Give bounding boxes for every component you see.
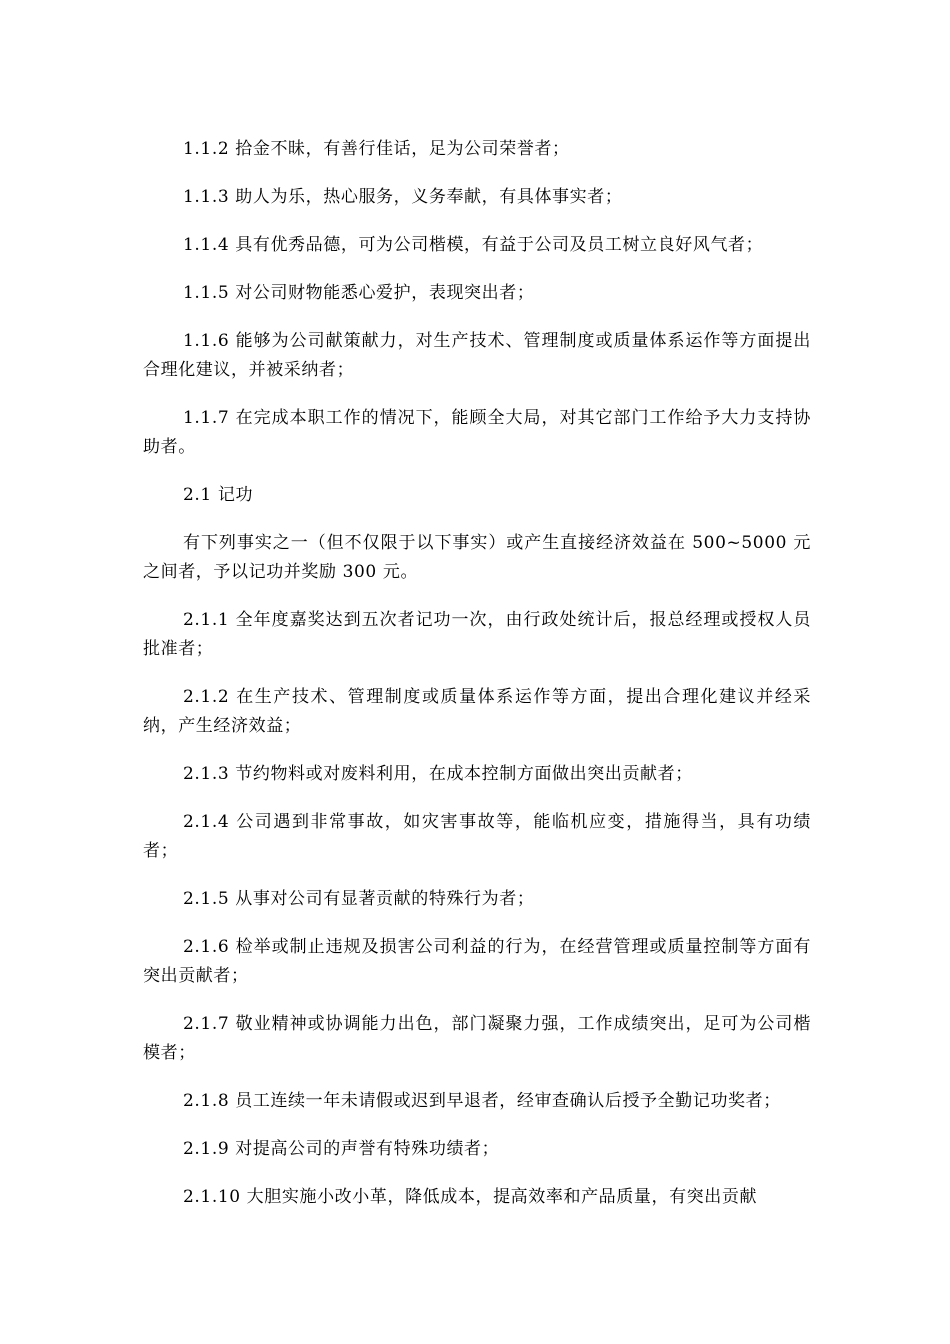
paragraph-2-1-1: 2.1.1 全年度嘉奖达到五次者记功一次，由行政处统计后，报总经理或授权人员批准者；	[143, 610, 811, 659]
paragraph-1-1-4: 1.1.4 具有优秀品德，可为公司楷模，有益于公司及员工树立良好风气者；	[183, 235, 764, 255]
section-heading-2-1: 2.1 记功	[183, 485, 254, 505]
paragraph-1-1-2: 1.1.2 拾金不昧，有善行佳话，足为公司荣誉者；	[183, 139, 570, 159]
paragraph-2-1-intro: 有下列事实之一（但不仅限于以下事实）或产生直接经济效益在 500~5000 元之间者，予以记功并奖励 300 元。	[143, 533, 811, 582]
paragraph-1-1-3: 1.1.3 助人为乐，热心服务，义务奉献，有具体事实者；	[183, 187, 623, 207]
paragraph-2-1-5: 2.1.5 从事对公司有显著贡献的特殊行为者；	[183, 889, 535, 909]
paragraph-1-1-5: 1.1.5 对公司财物能悉心爱护，表现突出者；	[183, 283, 535, 303]
paragraph-2-1-9: 2.1.9 对提高公司的声誉有特殊功绩者；	[183, 1139, 500, 1159]
paragraph-2-1-2: 2.1.2 在生产技术、管理制度或质量体系运作等方面，提出合理化建议并经采纳，产生经济效益；	[143, 687, 811, 736]
paragraph-2-1-10: 2.1.10 大胆实施小改小革，降低成本，提高效率和产品质量，有突出贡献	[183, 1187, 758, 1207]
document-body	[143, 135, 811, 1231]
paragraph-2-1-7: 2.1.7 敬业精神或协调能力出色，部门凝聚力强，工作成绩突出，足可为公司楷模者；	[143, 1014, 811, 1063]
paragraph-2-1-6: 2.1.6 检举或制止违规及损害公司利益的行为，在经营管理或质量控制等方面有突出贡献者；	[143, 937, 811, 986]
paragraph-2-1-3: 2.1.3 节约物料或对废料利用，在成本控制方面做出突出贡献者；	[183, 764, 693, 784]
paragraph-2-1-4: 2.1.4 公司遇到非常事故，如灾害事故等，能临机应变，措施得当，具有功绩者；	[143, 812, 811, 861]
paragraph-2-1-8: 2.1.8 员工连续一年未请假或迟到早退者，经审查确认后授予全勤记功奖者；	[183, 1091, 781, 1111]
paragraph-1-1-6: 1.1.6 能够为公司献策献力，对生产技术、管理制度或质量体系运作等方面提出合理化建议，并被采纳者；	[143, 331, 811, 380]
paragraph-1-1-7: 1.1.7 在完成本职工作的情况下，能顾全大局，对其它部门工作给予大力支持协助者。	[143, 408, 811, 457]
